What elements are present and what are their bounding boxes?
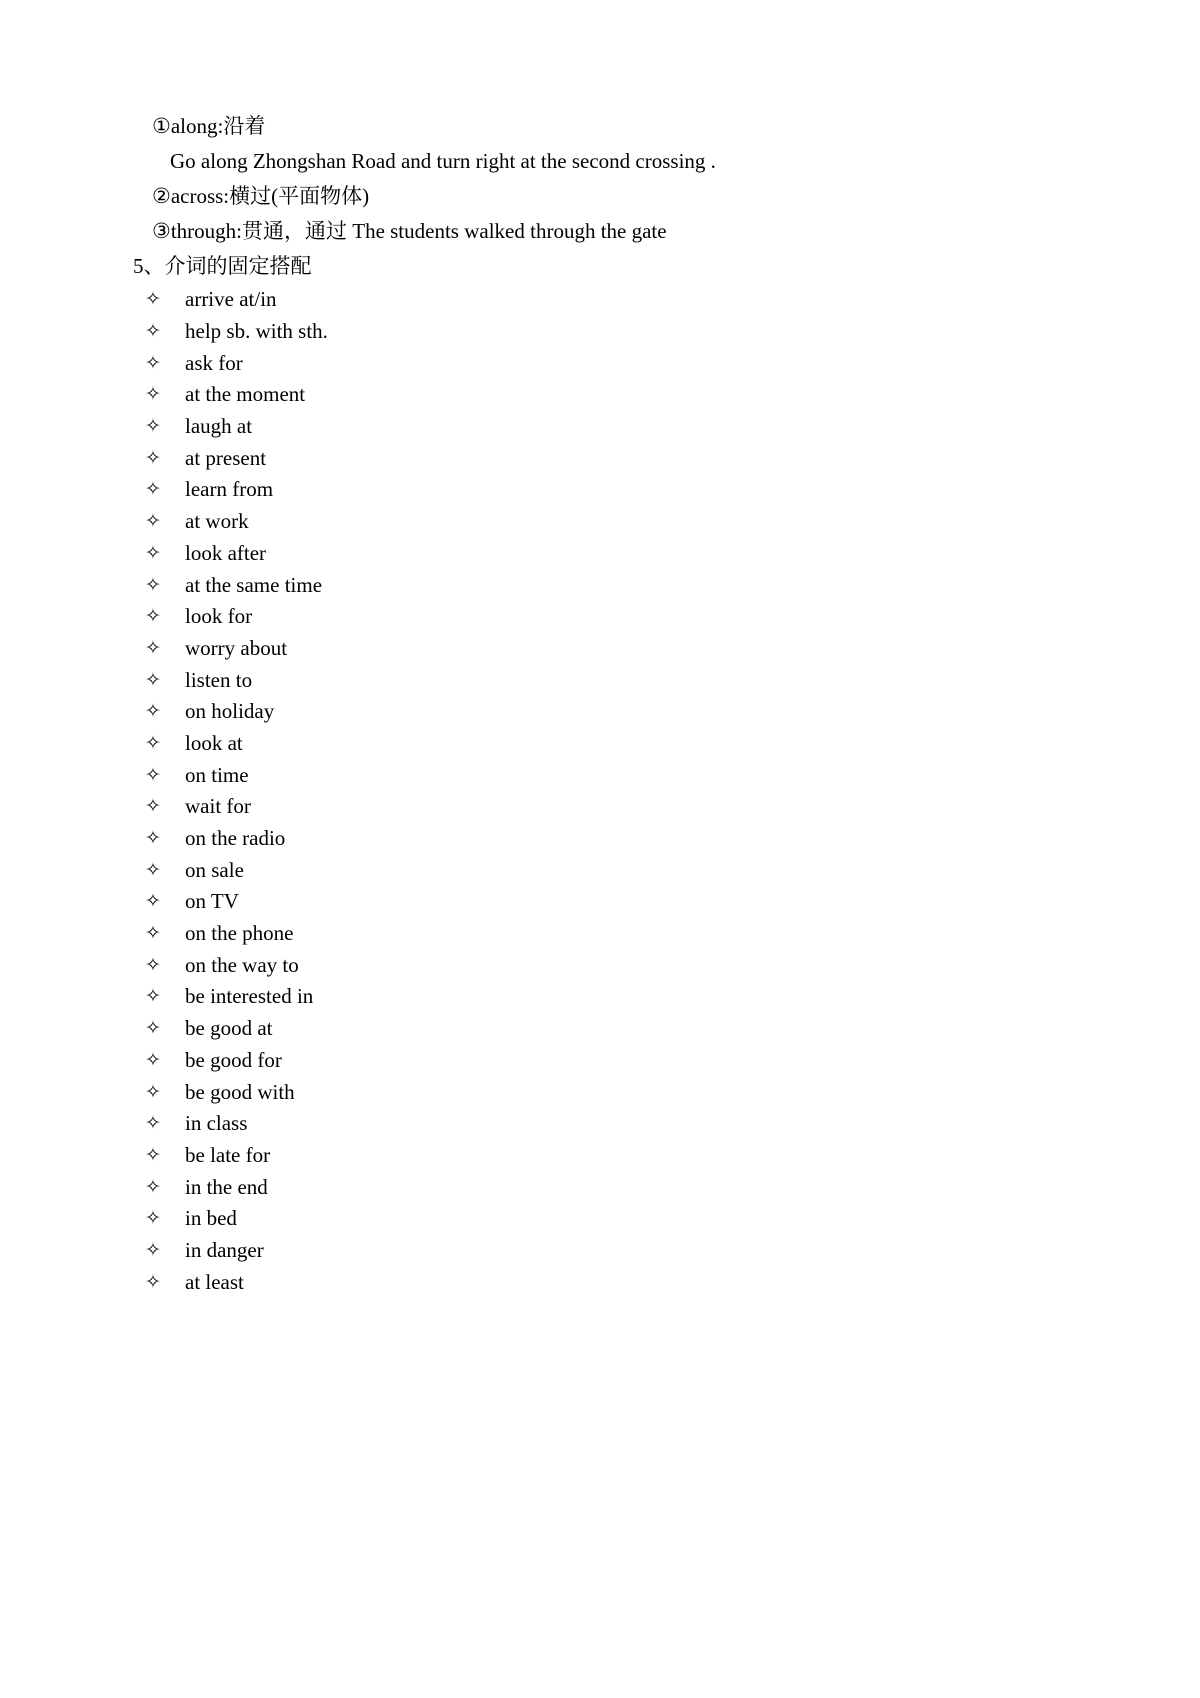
- list-item-label: be good for: [185, 1047, 282, 1072]
- list-item-label: look for: [185, 604, 253, 629]
- list-item-label: on time: [185, 762, 249, 787]
- list-item: [0, 1013, 1200, 1045]
- list-item: [0, 1235, 1200, 1267]
- list-item: [0, 696, 1200, 728]
- list-item: [0, 1045, 1200, 1077]
- list-item: [0, 1203, 1200, 1235]
- list-item-label: be late for: [185, 1142, 271, 1167]
- list-item: [0, 981, 1200, 1013]
- list-item-label: be good at: [185, 1016, 273, 1041]
- list-item: [0, 791, 1200, 823]
- list-item-label: in class: [185, 1111, 248, 1136]
- list-item: [0, 474, 1200, 506]
- list-item: [0, 759, 1200, 791]
- diamond-bullet-icon: ✧: [145, 700, 161, 723]
- list-item-label: in the end: [185, 1174, 268, 1199]
- diamond-bullet-icon: ✧: [145, 415, 161, 438]
- diamond-bullet-icon: ✧: [145, 1017, 161, 1040]
- phrase-list: [0, 284, 1200, 1298]
- list-item-label: on TV: [185, 889, 239, 914]
- list-item-label: look at: [185, 730, 243, 755]
- list-item-label: on the phone: [185, 921, 294, 946]
- list-item: [0, 823, 1200, 855]
- diamond-bullet-icon: ✧: [145, 478, 161, 501]
- list-item: [0, 1171, 1200, 1203]
- list-item: [0, 633, 1200, 665]
- list-item-label: on sale: [185, 857, 244, 882]
- intro-line-along: ①along:沿着: [152, 114, 266, 138]
- list-item: [0, 949, 1200, 981]
- list-item-label: in danger: [185, 1237, 264, 1262]
- list-item: [0, 664, 1200, 696]
- diamond-bullet-icon: ✧: [145, 1270, 161, 1293]
- diamond-bullet-icon: ✧: [145, 320, 161, 343]
- list-item: [0, 506, 1200, 538]
- list-item-label: learn from: [185, 477, 274, 502]
- list-item: [0, 284, 1200, 316]
- diamond-bullet-icon: ✧: [145, 985, 161, 1008]
- diamond-bullet-icon: ✧: [145, 605, 161, 628]
- example-sentence: Go along Zhongshan Road and turn right at the second crossing .: [170, 149, 716, 173]
- diamond-bullet-icon: ✧: [145, 858, 161, 881]
- list-item: [0, 601, 1200, 633]
- diamond-bullet-icon: ✧: [145, 1048, 161, 1071]
- intro-line-through: ③through:贯通，通过 The students walked through the gate: [152, 219, 667, 243]
- list-item: [0, 728, 1200, 760]
- list-item-label: be good with: [185, 1079, 295, 1104]
- diamond-bullet-icon: ✧: [145, 351, 161, 374]
- list-item: [0, 569, 1200, 601]
- diamond-bullet-icon: ✧: [145, 1143, 161, 1166]
- list-item-label: laugh at: [185, 414, 253, 439]
- list-item-label: look after: [185, 540, 267, 565]
- list-item-label: ask for: [185, 350, 243, 375]
- list-item: [0, 538, 1200, 570]
- diamond-bullet-icon: ✧: [145, 1207, 161, 1230]
- list-item-label: in bed: [185, 1206, 237, 1231]
- list-item: [0, 411, 1200, 443]
- diamond-bullet-icon: ✧: [145, 383, 161, 406]
- diamond-bullet-icon: ✧: [145, 1175, 161, 1198]
- list-item-label: be interested in: [185, 984, 314, 1009]
- diamond-bullet-icon: ✧: [145, 668, 161, 691]
- list-item: [0, 347, 1200, 379]
- diamond-bullet-icon: ✧: [145, 510, 161, 533]
- list-item-label: listen to: [185, 667, 253, 692]
- list-item-label: at present: [185, 445, 267, 470]
- diamond-bullet-icon: ✧: [145, 1080, 161, 1103]
- list-item-label: at work: [185, 509, 249, 534]
- diamond-bullet-icon: ✧: [145, 1238, 161, 1261]
- diamond-bullet-icon: ✧: [145, 573, 161, 596]
- diamond-bullet-icon: ✧: [145, 1112, 161, 1135]
- list-item-label: on the way to: [185, 952, 299, 977]
- diamond-bullet-icon: ✧: [145, 763, 161, 786]
- list-item: [0, 316, 1200, 348]
- list-item: [0, 379, 1200, 411]
- list-item: [0, 918, 1200, 950]
- list-item-label: on holiday: [185, 699, 275, 724]
- diamond-bullet-icon: ✧: [145, 636, 161, 659]
- list-item-label: at the same time: [185, 572, 323, 597]
- list-item: [0, 1108, 1200, 1140]
- diamond-bullet-icon: ✧: [145, 731, 161, 754]
- diamond-bullet-icon: ✧: [145, 890, 161, 913]
- list-item-label: worry about: [185, 635, 288, 660]
- list-item-label: at the moment: [185, 382, 306, 407]
- list-item: [0, 1076, 1200, 1108]
- diamond-bullet-icon: ✧: [145, 953, 161, 976]
- diamond-bullet-icon: ✧: [145, 446, 161, 469]
- list-item: [0, 442, 1200, 474]
- diamond-bullet-icon: ✧: [145, 922, 161, 945]
- list-item-label: help sb. with sth.: [185, 319, 328, 344]
- list-item-label: arrive at/in: [185, 287, 277, 312]
- list-item: [0, 1266, 1200, 1298]
- intro-line-across: ②across:横过(平面物体): [152, 184, 370, 208]
- list-item-label: at least: [185, 1269, 244, 1294]
- list-item: [0, 1140, 1200, 1172]
- diamond-bullet-icon: ✧: [145, 288, 161, 311]
- diamond-bullet-icon: ✧: [145, 827, 161, 850]
- list-item: [0, 886, 1200, 918]
- diamond-bullet-icon: ✧: [145, 541, 161, 564]
- list-item-label: on the radio: [185, 826, 286, 851]
- list-item: [0, 854, 1200, 886]
- diamond-bullet-icon: ✧: [145, 795, 161, 818]
- list-item-label: wait for: [185, 794, 251, 819]
- section-heading: 5、介词的固定搭配: [133, 254, 312, 278]
